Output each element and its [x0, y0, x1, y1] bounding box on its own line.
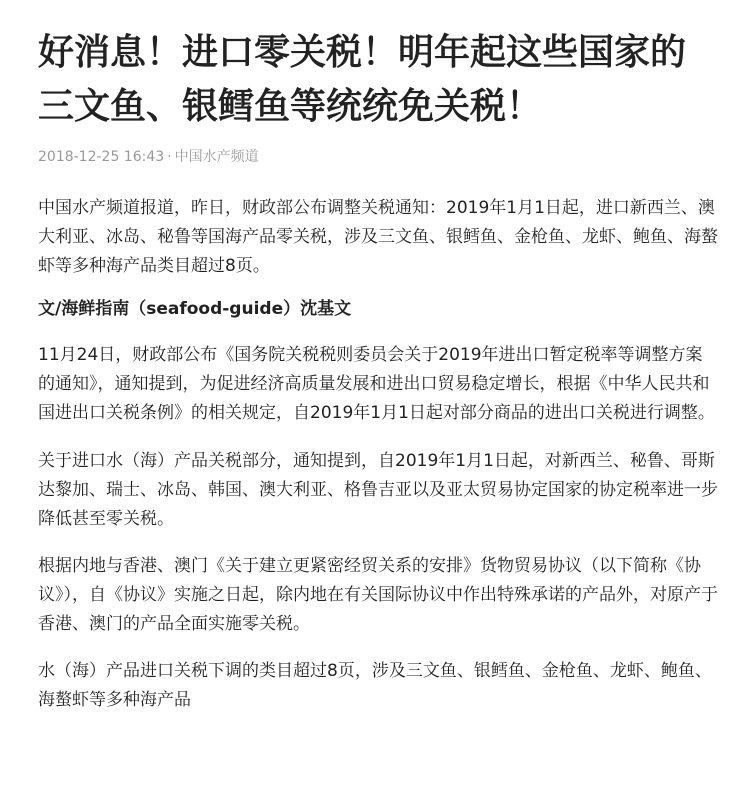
paragraph-intro: 中国水产频道报道，昨日，财政部公布调整关税通知：2019年1月1日起，进口新西兰、澳大利亚、冰岛、秘鲁等国海产品零关税，涉及三文鱼、银鳕鱼、金枪鱼、龙虾、鲍鱼、海螯虾等多种海产品类目超过8页。 — [38, 198, 718, 276]
paragraph-categories: 水（海）产品进口关税下调的类目超过8页，涉及三文鱼、银鳕鱼、金枪鱼、龙虾、鲍鱼、海螯虾等多种海产品 — [38, 661, 712, 710]
meta-separator: · — [167, 149, 172, 165]
paragraph-notice: 11月24日，财政部公布《国务院关税税则委员会关于2019年进出口暂定税率等调整方案的通知》，通知提到，为促进经济高质量发展和进出口贸易稳定增长，根据《中华人民共和国进出口关税条例》的相关规定，自2019年1月1日起对部分商品的进出口关税进行调整。 — [38, 345, 715, 423]
publish-date: 2018-12-25 16:43 — [38, 149, 165, 165]
article-meta — [38, 147, 718, 167]
paragraph-tariff: 关于进口水（海）产品关税部分，通知提到，自2019年1月1日起，对新西兰、秘鲁、哥斯达黎加、瑞士、冰岛、韩国、澳大利亚、格鲁吉亚以及亚太贸易协定国家的协定税率进一步降低甚至零关税。 — [38, 451, 718, 529]
source-link[interactable]: 中国水产频道 — [174, 149, 259, 165]
paragraph-cepa: 根据内地与香港、澳门《关于建立更紧密经贸关系的安排》货物贸易协议（以下简称《协议》），自《协议》实施之日起，除内地在有关国际协议中作出特殊承诺的产品外，对原产于香港、澳门的产品全面实施零关税。 — [38, 556, 718, 634]
article — [38, 26, 718, 715]
author-byline: 文/海鲜指南（seafood-guide）沈基文 — [38, 299, 352, 319]
article-title: 好消息！进口零关税！明年起这些国家的三文鱼、银鳕鱼等统统免关税！ — [38, 32, 687, 127]
